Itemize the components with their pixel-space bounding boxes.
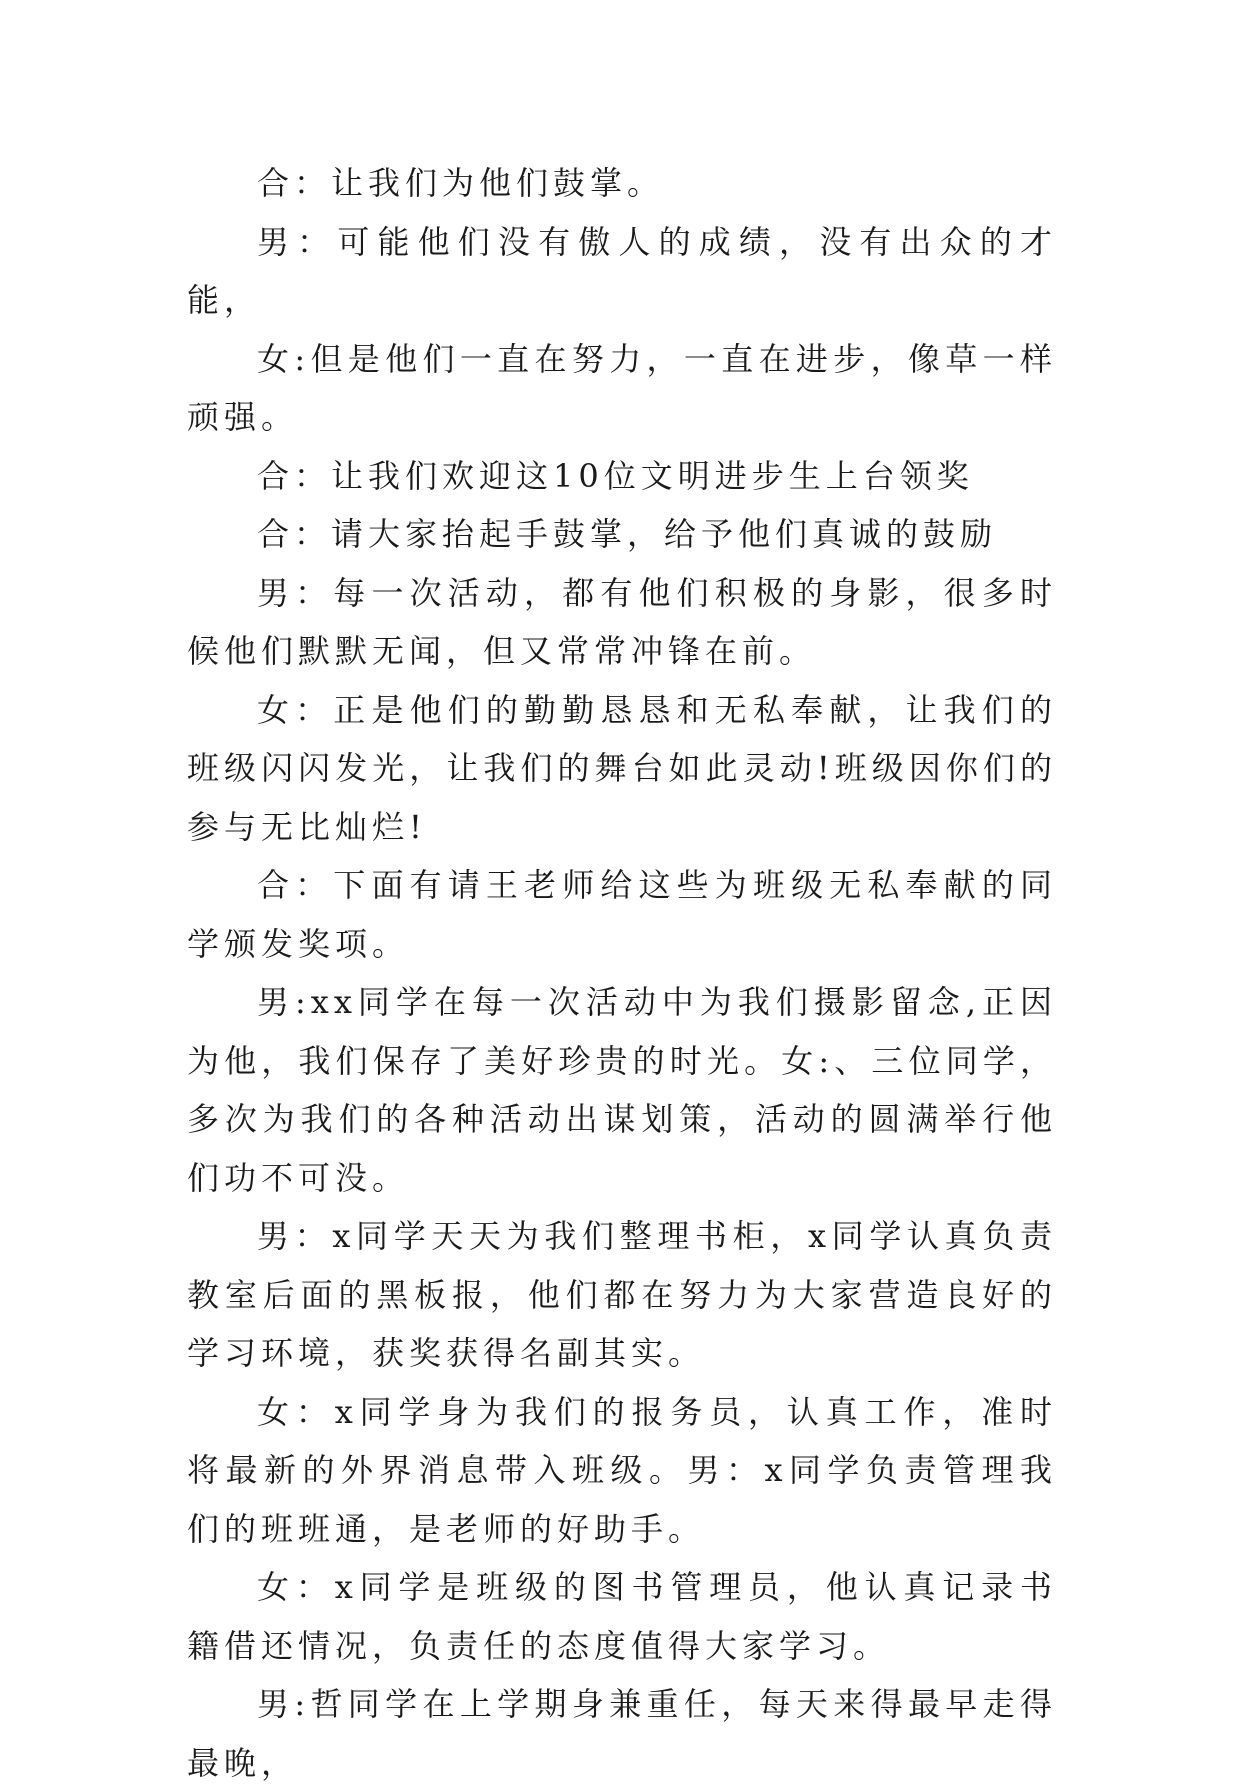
paragraph: 男:xx同学在每一次活动中为我们摄影留念,正因为他，我们保存了美好珍贵的时光。女:、三位同学，多次为我们的各种活动出谋划策，活动的圆满举行他们功不可没。: [187, 983, 1057, 1197]
paragraph: 男：每一次活动，都有他们积极的身影，很多时候他们默默无闻，但又常常冲锋在前。: [187, 573, 1057, 670]
paragraph: 女：正是他们的勤勤恳恳和无私奉献，让我们的班级闪闪发光，让我们的舞台如此灵动!班级因你们的参与无比灿烂!: [187, 690, 1057, 846]
paragraph: 女：x同学身为我们的报务员，认真工作，准时将最新的外界消息带入班级。男：x同学负责管理我们的班班通，是老师的好助手。: [187, 1392, 1057, 1548]
paragraph: 合：让我们欢迎这10位文明进步生上台领奖: [257, 456, 974, 495]
paragraph: 合：让我们为他们鼓掌。: [257, 164, 665, 202]
paragraph: 女:但是他们一直在努力，一直在进步，像草一样顽强。: [187, 339, 1057, 436]
paragraph: 男：x同学天天为我们整理书柜，x同学认真负责教室后面的黑板报，他们都在努力为大家营造良好的学习环境，获奖获得名副其实。: [187, 1217, 1057, 1372]
paragraph: 男：可能他们没有傲人的成绩，没有出众的才能，: [187, 222, 1057, 319]
paragraph: 男:哲同学在上学期身兼重任，每天来得最早走得最晚，: [187, 1685, 1057, 1782]
paragraph: 合：请大家抬起手鼓掌，给予他们真诚的鼓励: [257, 515, 998, 553]
paragraph: 合：下面有请王老师给这些为班级无私奉献的同学颁发奖项。: [187, 866, 1057, 963]
document-body: [187, 154, 1057, 1792]
paragraph: 女：x同学是班级的图书管理员，他认真记录书籍借还情况，负责任的态度值得大家学习。: [187, 1568, 1057, 1665]
